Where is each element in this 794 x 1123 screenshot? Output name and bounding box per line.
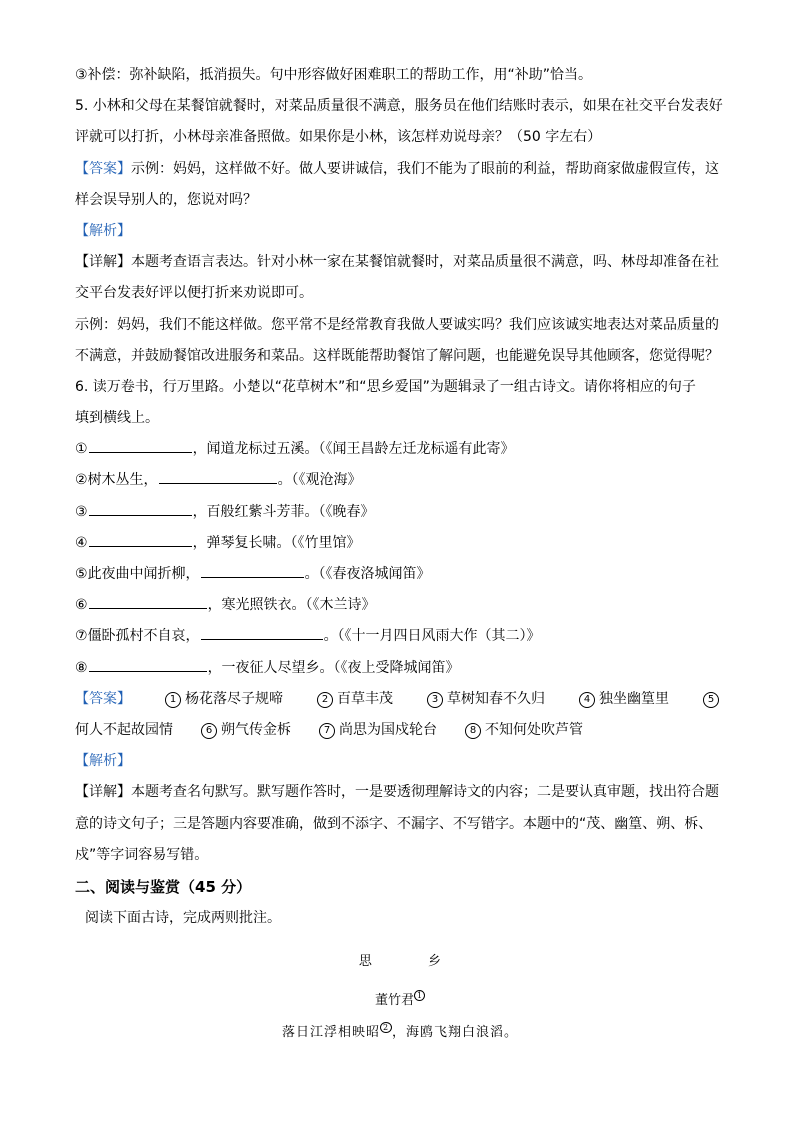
item-text: 此夜曲中闻折柳，: [87, 566, 200, 582]
section-intro: 阅读下面古诗，完成两则批注。: [85, 909, 281, 926]
item-text: 僵卧孤村不自哀，: [87, 628, 200, 645]
q6-detail-line2: 意的诗文句子；三是答题内容要准确，做到不添字、不漏字、不写错字。本题中的“茂、幽篁、朔、柝、: [75, 815, 713, 832]
answer-text: 百草丰茂: [337, 690, 393, 707]
answer-number: 1: [165, 692, 181, 708]
answer-text: 朔气传金柝: [221, 721, 291, 738]
answer-text: 不知何处吹芦管: [485, 721, 583, 738]
q6-item-4: [75, 528, 725, 559]
q6-item-3: [75, 497, 725, 528]
item-number: ⑧: [75, 659, 88, 676]
answer-item: [319, 715, 437, 746]
q6-stem-line1: 6. 读万卷书，行万里路。小楚以“花草树木”和“思乡爱国”为题辑录了一组古诗文。请你将相应的句子: [75, 378, 696, 395]
answer-text: 独坐幽篁里: [599, 690, 669, 707]
q6-stem-line2: 填到横线上。: [75, 410, 159, 427]
item-number: ⑤: [75, 566, 88, 582]
answer-number: 5: [703, 692, 719, 708]
fill-blank[interactable]: [89, 531, 192, 547]
analysis-tag: 【解析】: [75, 222, 131, 239]
footnote-marker: 1: [414, 990, 425, 1001]
answer-tag: 【答案】: [75, 690, 131, 707]
answer-number: 8: [465, 723, 481, 739]
poem-text: ，海鸥飞翔白浪滔。: [392, 1025, 519, 1041]
answer-item: [317, 684, 393, 715]
item-number: ②: [75, 472, 88, 489]
q6-item-5: [75, 559, 725, 590]
fill-blank[interactable]: [201, 624, 323, 640]
answer-number: 4: [579, 692, 595, 708]
item-text: ，百般红紫斗芳菲。（《晚春》: [192, 503, 375, 520]
q5-detail-text: 本题考查语言表达。针对小林一家在某餐馆就餐时，对菜品质量很不满意，吗、林母却准备在社: [131, 254, 719, 271]
q5-answer-text: 示例：妈妈，这样做不好。做人要讲诚信，我们不能为了眼前的利益，帮助商家做虚假宣传，这: [131, 160, 719, 177]
fill-blank[interactable]: [89, 500, 192, 516]
section-title: 二、阅读与鉴赏（45 分）: [75, 877, 252, 896]
poem-text: 落日江浮相映昭: [281, 1025, 380, 1041]
q6-item-1: [75, 434, 725, 465]
analysis-tag: 【解析】: [75, 753, 131, 770]
item-number: ④: [75, 534, 88, 551]
answer-item: [703, 684, 723, 715]
fill-blank[interactable]: [159, 468, 277, 484]
poem-title: 思 乡: [358, 954, 468, 970]
item-text: ，寒光照铁衣。（《木兰诗》: [207, 597, 376, 614]
answer-text: 尚思为国戍轮台: [339, 721, 437, 738]
q6-detail-line3: 戍”等字词容易写错。: [75, 846, 209, 863]
q5-example-line1: 示例：妈妈，我们不能这样做。您平常不是经常教育我做人要诚实吗？我们应该诚实地表达对菜品质量的: [75, 316, 719, 333]
answer-text: 草树知春不久归: [447, 690, 545, 707]
answer-number: 7: [319, 723, 335, 739]
detail-tag: 【详解】: [75, 254, 131, 271]
q6-item-6: [75, 590, 725, 621]
item-text: ，闻道龙标过五溪。（《闻王昌龄左迁龙标遥有此寄》: [192, 441, 515, 458]
q6-answers-row1: [75, 684, 723, 715]
answer-item: [201, 715, 291, 746]
item-number: ①: [75, 441, 88, 458]
item-number: ⑥: [75, 597, 88, 614]
q6-item-2: [75, 465, 725, 496]
q6-item-7: [75, 621, 725, 652]
fill-blank[interactable]: [89, 656, 207, 672]
q5-stem-line1: 5. 小林和父母在某餐馆就餐时，对菜品质量很不满意，服务员在他们结账时表示，如果在社交平台发表好: [75, 98, 723, 115]
poem-line-1: [75, 1014, 725, 1042]
q5-example-line2: 不满意，并鼓励餐馆改进服务和菜品。这样既能帮助餐馆了解问题，也能避免误导其他顾客，您觉得呢？: [75, 347, 719, 364]
q6-answers-row2: [75, 715, 725, 746]
item-text: ，一夜征人尽望乡。（《夜上受降城闻笛》: [207, 659, 460, 676]
poem: [75, 948, 725, 1042]
answer-text: 杨花落尽子规啼: [185, 690, 283, 707]
q5-stem-line2: 评就可以打折，小林母亲准备照做。如果你是小林，该怎样劝说母亲？（50 字左右）: [75, 129, 602, 146]
q6-detail-text: 本题考查名句默写。默写题作答时，一是要透彻理解诗文的内容；二是要认真审题，找出符合题: [131, 784, 719, 801]
q5-detail-line2: 交平台发表好评以便打折来劝说即可。: [75, 285, 313, 302]
fill-blank[interactable]: [201, 562, 304, 578]
q6-item-8: [75, 653, 725, 684]
answer-item: [427, 684, 545, 715]
q5-answer-line2: 样会误导别人的，您说对吗？: [75, 191, 257, 208]
item-number: ⑦: [75, 628, 88, 645]
poem-author-name: 董竹君: [374, 993, 414, 1009]
item-number: ③: [75, 503, 88, 520]
document-page: [75, 60, 725, 1042]
answer-number: 2: [317, 692, 333, 708]
item-text: 。（《十一月四日风雨大作（其二）》: [323, 628, 541, 645]
item-text: 树木丛生，: [87, 472, 158, 489]
item-text: 。（《春夜洛城闻笛》: [304, 566, 431, 582]
answer-item: [579, 684, 669, 715]
poem-author: [75, 982, 725, 1010]
answer-item: [465, 715, 583, 746]
q4-item3: ③补偿：弥补缺陷，抵消损失。句中形容做好困难职工的帮助工作，用“补助”恰当。: [75, 67, 593, 83]
fill-blank[interactable]: [89, 437, 192, 453]
answer-number: 3: [427, 692, 443, 708]
answer-tag: 【答案】: [75, 160, 131, 177]
q5-answer: [75, 154, 725, 185]
item-text: 。（《观沧海》: [277, 472, 362, 489]
detail-tag: 【详解】: [75, 784, 131, 801]
footnote-marker: 2: [380, 1022, 392, 1033]
q5-detail: [75, 247, 725, 278]
answer-number: 6: [201, 723, 217, 739]
q6-detail: [75, 777, 725, 808]
answer-text: 何人不起故园情: [75, 721, 173, 738]
fill-blank[interactable]: [89, 593, 207, 609]
answer-item: [165, 684, 283, 715]
item-text: ，弹琴复长啸。（《竹里馆》: [192, 534, 361, 551]
